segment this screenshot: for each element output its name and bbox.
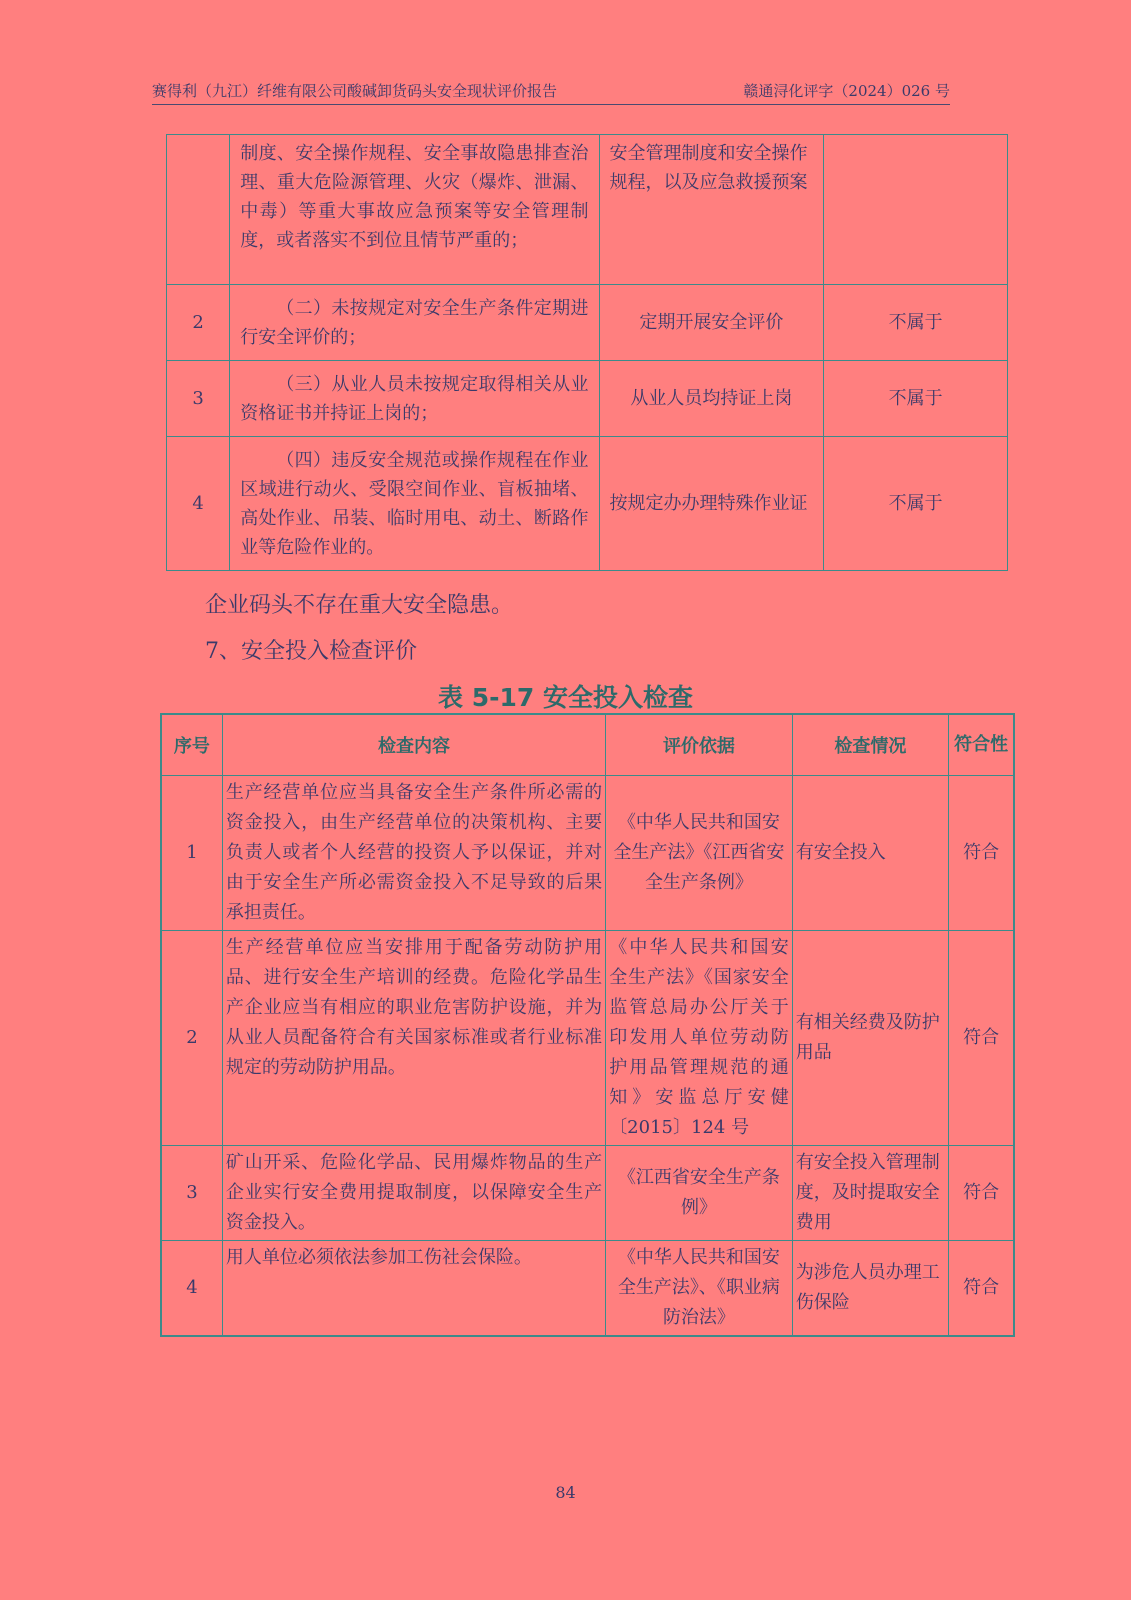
check-result: 不属于 (824, 285, 1008, 361)
row-number: 2 (161, 931, 222, 1146)
table-row (161, 1146, 1014, 1241)
evaluation-basis: 《中华人民共和国安全生产法》《国家安全监管总局办公厅关于印发用人单位劳动防护用品管理规范的通知》安监总厅安健〔2015〕124 号 (606, 931, 793, 1146)
conformity: 符合 (949, 776, 1014, 931)
check-content: 生产经营单位应当安排用于配备劳动防护用品、进行安全生产培训的经费。危险化学品生产企业应当有相应的职业危害防护设施，并为从业人员配备符合有关国家标准或者行业标准规定的劳动防护用品。 (222, 931, 605, 1146)
check-situation: 从业人员均持证上岗 (599, 361, 824, 437)
safety-investment-table (160, 713, 1015, 1337)
header-basis: 评价依据 (606, 714, 793, 776)
table-row (161, 931, 1014, 1146)
header-doc-number: 赣通浔化评字（2024）026 号 (743, 82, 950, 100)
row-number: 4 (167, 437, 230, 571)
check-content: 制度、安全操作规程、安全事故隐患排查治理、重大危险源管理、火灾（爆炸、泄漏、中毒）等重大事故应急预案等安全管理制度，或者落实不到位且情节严重的； (230, 135, 599, 285)
check-result: 不属于 (824, 437, 1008, 571)
evaluation-basis: 《江西省安全生产条例》 (606, 1146, 793, 1241)
table-caption: 表 5-17 安全投入检查 (438, 683, 693, 712)
check-situation: 按规定办办理特殊作业证 (599, 437, 824, 571)
header-condition: 检查情况 (792, 714, 948, 776)
header-title: 赛得利（九江）纤维有限公司酸碱卸货码头安全现状评价报告 (152, 82, 558, 100)
check-result: 不属于 (824, 361, 1008, 437)
table-row (167, 437, 1008, 571)
table-row (161, 1241, 1014, 1337)
header-conformity: 符合性 (949, 714, 1014, 776)
row-number: 3 (167, 361, 230, 437)
hazard-check-table-continued (166, 134, 1008, 571)
row-number: 1 (161, 776, 222, 931)
table-row (167, 135, 1008, 285)
evaluation-basis: 《中华人民共和国安全生产法》、《职业病防治法》 (606, 1241, 793, 1337)
page-header (152, 80, 950, 105)
row-number (167, 135, 230, 285)
conformity: 符合 (949, 931, 1014, 1146)
table-row (167, 285, 1008, 361)
check-condition: 为涉危人员办理工伤保险 (792, 1241, 948, 1337)
check-content: （三）从业人员未按规定取得相关从业资格证书并持证上岗的； (230, 361, 599, 437)
check-situation: 安全管理制度和安全操作规程，以及应急救援预案 (599, 135, 824, 285)
conformity: 符合 (949, 1146, 1014, 1241)
check-condition: 有安全投入 (792, 776, 948, 931)
row-number: 3 (161, 1146, 222, 1241)
check-condition: 有相关经费及防护用品 (792, 931, 948, 1146)
check-result (824, 135, 1008, 285)
header-content: 检查内容 (222, 714, 605, 776)
section-heading: 7、安全投入检查评价 (205, 639, 417, 664)
table-header-row (161, 714, 1014, 776)
header-number: 序号 (161, 714, 222, 776)
check-content: 生产经营单位应当具备安全生产条件所必需的资金投入，由生产经营单位的决策机构、主要负责人或者个人经营的投资人予以保证，并对由于安全生产所必需资金投入不足导致的后果承担责任。 (222, 776, 605, 931)
page-number: 84 (555, 1483, 576, 1502)
conformity: 符合 (949, 1241, 1014, 1337)
row-number: 2 (167, 285, 230, 361)
check-content: 矿山开采、危险化学品、民用爆炸物品的生产企业实行安全费用提取制度，以保障安全生产资金投入。 (222, 1146, 605, 1241)
check-content: （二）未按规定对安全生产条件定期进行安全评价的； (230, 285, 599, 361)
table-row (167, 361, 1008, 437)
check-content: （四）违反安全规范或操作规程在作业区域进行动火、受限空间作业、盲板抽堵、高处作业、吊装、临时用电、动土、断路作业等危险作业的。 (230, 437, 599, 571)
check-content: 用人单位必须依法参加工伤社会保险。 (222, 1241, 605, 1337)
conclusion-paragraph: 企业码头不存在重大安全隐患。 (205, 593, 514, 618)
row-number: 4 (161, 1241, 222, 1337)
table-row (161, 776, 1014, 931)
check-condition: 有安全投入管理制度，及时提取安全费用 (792, 1146, 948, 1241)
check-situation: 定期开展安全评价 (599, 285, 824, 361)
evaluation-basis: 《中华人民共和国安全生产法》《江西省安全生产条例》 (606, 776, 793, 931)
